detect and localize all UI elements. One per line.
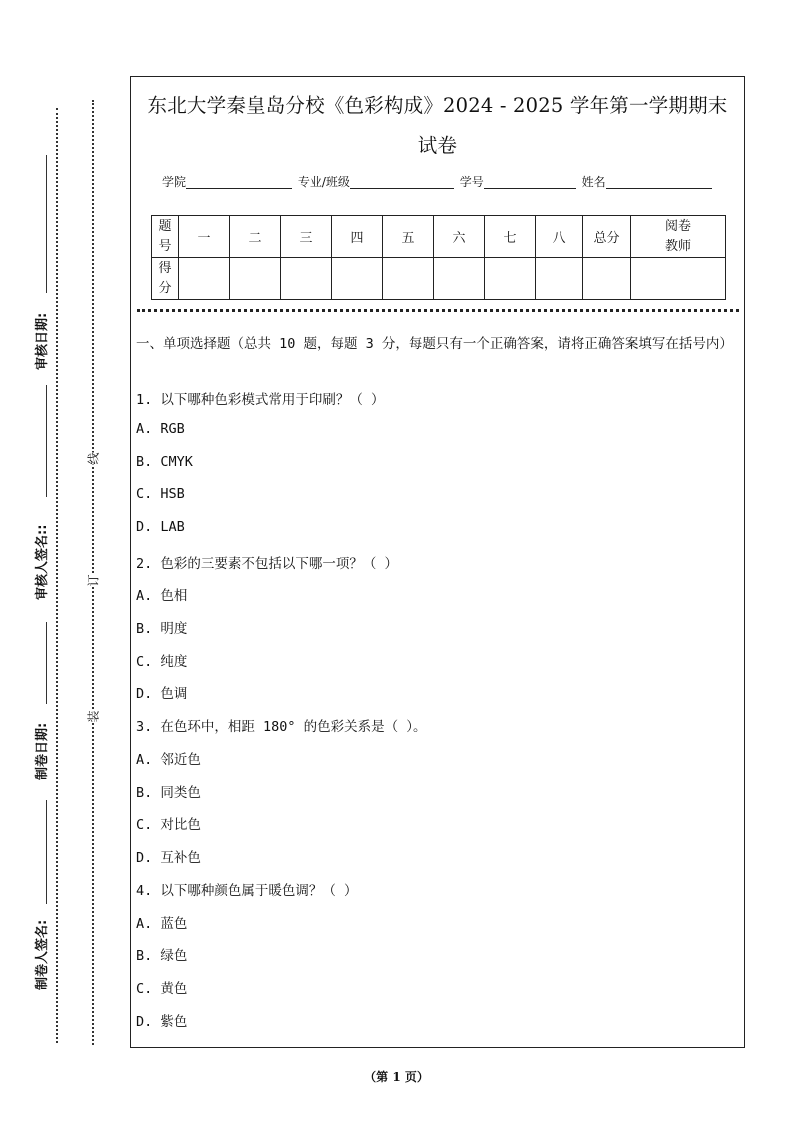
make-date-label: 制卷日期: [35,722,50,780]
score-cell[interactable] [583,258,631,300]
maker-sign-line [46,800,47,904]
question-stem: 3. 在色环中，相距 180° 的色彩关系是（ ）。 [136,719,427,735]
college-field[interactable] [186,174,292,189]
score-header-cell: 四 [332,216,383,258]
score-header-cell: 六 [434,216,485,258]
maker-sign-label: 制卷人签名: [35,919,50,990]
name-field[interactable] [606,174,712,189]
question-stem: 1. 以下哪种色彩模式常用于印刷？（ ） [136,392,385,408]
major-class-label: 专业/班级 [297,175,350,189]
binding-mark-zhuang: 装 [86,710,101,723]
question-option: D. LAB [136,519,185,535]
review-date-label: 审核日期: [35,312,50,370]
binding-mark-ding: 订 [86,574,101,587]
score-header-cell: 二 [230,216,281,258]
score-cell[interactable] [485,258,536,300]
section-heading: 一、单项选择题（总共 10 题，每题 3 分，每题只有一个正确答案，请将正确答案填写在括号内） [136,336,733,352]
question-option: C. HSB [136,486,185,502]
score-header-cell: 阅卷教师 [631,216,726,258]
question-option: A. 蓝色 [136,916,188,932]
make-date-line [46,622,47,704]
reviewer-sign-label: 审核人签名:: [35,524,50,600]
question-stem: 2. 色彩的三要素不包括以下哪一项？（ ） [136,556,399,572]
major-class-field[interactable] [350,174,454,189]
question-option: B. 绿色 [136,948,188,964]
question-option: D. 紫色 [136,1014,188,1030]
question-stem: 4. 以下哪种颜色属于暖色调？（ ） [136,883,358,899]
score-cell[interactable] [536,258,583,300]
reviewer-sign-line [46,385,47,497]
name-label: 姓名 [581,175,606,189]
question-option: A. RGB [136,421,185,437]
score-cell[interactable] [281,258,332,300]
binding-mark-xian: 线 [86,452,101,465]
binding-dotted-line-inner [92,100,94,1045]
score-header-cell: 七 [485,216,536,258]
score-header-cell: 题号 [152,216,179,258]
student-info-row [162,173,714,190]
question-option: A. 色相 [136,588,188,604]
score-cell[interactable] [631,258,726,300]
question-option: B. 明度 [136,621,188,637]
score-cell[interactable] [383,258,434,300]
student-id-label: 学号 [459,175,484,189]
score-table [151,215,726,300]
score-header-cell: 总分 [583,216,631,258]
exam-title-line1: 东北大学秦皇岛分校《色彩构成》2024 - 2025 学年第一学期期末 [147,94,728,117]
question-option: D. 色调 [136,686,188,702]
question-option: C. 黄色 [136,981,188,997]
question-option: C. 纯度 [136,654,188,670]
score-header-cell: 八 [536,216,583,258]
score-cell[interactable] [179,258,230,300]
question-option: B. CMYK [136,454,193,470]
question-option: C. 对比色 [136,817,201,833]
score-cell[interactable] [332,258,383,300]
college-label: 学院 [162,175,187,189]
question-option: D. 互补色 [136,850,201,866]
student-id-field[interactable] [484,174,576,189]
question-option: A. 邻近色 [136,752,201,768]
binding-dotted-line-outer [56,108,58,1043]
exam-title-line2: 试卷 [417,134,458,157]
review-date-line [46,155,47,293]
score-header-cell: 一 [179,216,230,258]
score-row-label: 得分 [152,258,179,300]
score-cell[interactable] [230,258,281,300]
score-header-cell: 五 [383,216,434,258]
page-number: （第 1 页） [364,1070,429,1084]
question-option: B. 同类色 [136,785,201,801]
score-cell[interactable] [434,258,485,300]
dotted-separator [137,309,739,312]
score-header-cell: 三 [281,216,332,258]
